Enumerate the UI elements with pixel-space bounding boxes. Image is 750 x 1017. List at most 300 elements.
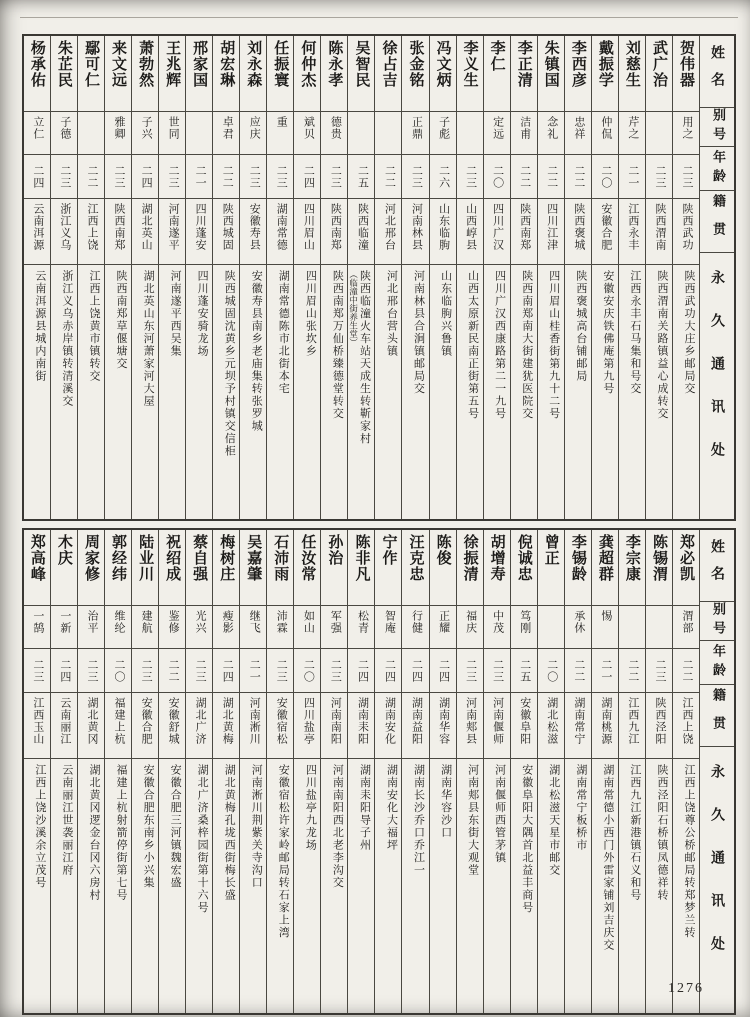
person-courtesy-name: 一新 (51, 606, 77, 649)
person-name: 徐振清 (457, 530, 483, 606)
person-age: 二一 (619, 155, 645, 199)
person-native-place: 陕西南郑 (511, 199, 537, 265)
person-column (645, 530, 672, 1013)
person-native-place: 陕西临潼 (348, 199, 374, 265)
person-age: 二五 (348, 155, 374, 199)
person-column (212, 530, 239, 1013)
person-name: 邢家国 (186, 36, 212, 112)
person-name: 贺伟器 (673, 36, 699, 112)
person-column (266, 36, 293, 519)
person-courtesy-name: 应庆 (240, 112, 266, 155)
person-column (347, 36, 374, 519)
person-courtesy-name: 军强 (321, 606, 347, 649)
person-address (132, 759, 158, 1013)
person-courtesy-name: 中茂 (484, 606, 510, 649)
person-address (348, 759, 374, 1013)
person-name: 任汝常 (294, 530, 320, 606)
person-name: 萧勃然 (132, 36, 158, 112)
person-column (456, 36, 483, 519)
person-address (619, 265, 645, 519)
page-number: 1276 (668, 981, 704, 996)
person-name: 汪克忠 (402, 530, 428, 606)
person-column (77, 530, 104, 1013)
person-age: 二三 (240, 155, 266, 199)
person-address-text: 湖南常德陈市北街本宅 (277, 270, 290, 395)
person-address-text: 湖南安化大福坪 (385, 764, 398, 852)
person-column (266, 530, 293, 1013)
person-courtesy-name (646, 606, 672, 649)
person-native-place: 陕西泾阳 (646, 693, 672, 759)
person-age: 二三 (51, 155, 77, 199)
person-native-place: 陕西褒城 (565, 199, 591, 265)
person-name: 吴嘉肇 (240, 530, 266, 606)
person-native-place: 安徽合肥 (132, 693, 158, 759)
person-age: 二四 (24, 155, 50, 199)
person-native-place: 四川眉山 (294, 199, 320, 265)
person-column (374, 530, 401, 1013)
person-age: 二四 (430, 649, 456, 693)
bottom-table (22, 528, 736, 1015)
person-column (104, 530, 131, 1013)
person-courtesy-name: 用之 (673, 112, 699, 155)
person-age: 二〇 (105, 649, 131, 693)
person-native-place: 湖南耒阳 (348, 693, 374, 759)
person-column (510, 36, 537, 519)
person-address (105, 759, 131, 1013)
person-name: 冯文炳 (430, 36, 456, 112)
person-courtesy-name: 行健 (402, 606, 428, 649)
person-address (186, 265, 212, 519)
person-address (213, 265, 239, 519)
person-courtesy-name: 笃刚 (511, 606, 537, 649)
person-column (645, 36, 672, 519)
person-age: 二三 (673, 155, 699, 199)
person-address-text: 湖南华容沙口 (439, 764, 452, 839)
person-address (592, 265, 618, 519)
person-address-text: 云南洱源县城内南街 (33, 270, 46, 383)
person-native-place: 山东临朐 (430, 199, 456, 265)
person-age: 二二 (78, 155, 104, 199)
person-name: 龚超群 (592, 530, 618, 606)
person-column (429, 530, 456, 1013)
top-table (22, 34, 736, 521)
person-age: 二〇 (538, 649, 564, 693)
person-name: 徐占吉 (375, 36, 401, 112)
person-column (537, 530, 564, 1013)
person-name: 李宗康 (619, 530, 645, 606)
person-native-place: 河南偃师 (484, 693, 510, 759)
header-address-label: 永久通讯处 (710, 270, 726, 485)
person-address (132, 265, 158, 519)
person-address-text: 河南淅川荆紫关寺沟口 (250, 764, 263, 889)
person-name: 蔡自强 (186, 530, 212, 606)
person-courtesy-name: 鉴修 (159, 606, 185, 649)
person-column (212, 36, 239, 519)
person-address (51, 265, 77, 519)
person-address-text: 湖南耒阳导子州 (358, 764, 371, 852)
person-column (185, 36, 212, 519)
person-courtesy-name: 智庵 (375, 606, 401, 649)
person-name: 李西彦 (565, 36, 591, 112)
person-name: 刘永森 (240, 36, 266, 112)
person-courtesy-name: 渭部 (673, 606, 699, 649)
person-column (401, 530, 428, 1013)
person-address-text: 陕西南郑草偃塘交 (115, 270, 128, 370)
person-courtesy-name: 正鼎 (402, 112, 428, 155)
person-column (618, 36, 645, 519)
person-courtesy-name: 继飞 (240, 606, 266, 649)
person-address-text: 河南郏县东街大观堂 (466, 764, 479, 877)
person-address-text: 四川眉山张坎乡 (304, 270, 317, 358)
person-courtesy-name: 定远 (484, 112, 510, 155)
person-address-text: 湖北广济桑梓园街第十六号 (196, 764, 209, 914)
person-native-place: 安徽舒城 (159, 693, 185, 759)
person-address (348, 265, 374, 519)
person-address (511, 265, 537, 519)
person-courtesy-name: 立仁 (24, 112, 50, 155)
person-name: 李锡龄 (565, 530, 591, 606)
person-address (646, 265, 672, 519)
person-address-note: （临潼中街养生堂） (348, 270, 359, 347)
person-age: 二三 (646, 649, 672, 693)
person-name: 曾正 (538, 530, 564, 606)
person-name: 李仁 (484, 36, 510, 112)
person-address (240, 759, 266, 1013)
person-column (347, 530, 374, 1013)
person-age: 二二 (511, 155, 537, 199)
person-address (457, 265, 483, 519)
person-name: 郑必凯 (673, 530, 699, 606)
person-address-text: 湖南常德小西门外雷家铺刘吉庆交 (601, 764, 614, 952)
person-address (430, 759, 456, 1013)
person-name: 陈锡渭 (646, 530, 672, 606)
person-native-place: 陕西南郑 (105, 199, 131, 265)
person-age: 二三 (484, 649, 510, 693)
person-address-text: 湖南长沙乔口乔江一 (412, 764, 425, 877)
person-age: 二三 (105, 155, 131, 199)
person-column (401, 36, 428, 519)
person-native-place: 湖北黄梅 (213, 693, 239, 759)
person-courtesy-name: 雅卿 (105, 112, 131, 155)
person-address (321, 265, 347, 519)
person-name: 朱芷民 (51, 36, 77, 112)
person-column (564, 36, 591, 519)
person-address-text: 安徽安庆铁佛庵第九号 (601, 270, 614, 395)
person-address-text: 河南偃师西管茅镇 (493, 764, 506, 864)
person-name: 武广治 (646, 36, 672, 112)
person-courtesy-name (538, 606, 564, 649)
person-name: 倪诚忠 (511, 530, 537, 606)
person-column (293, 530, 320, 1013)
person-address-text: 陕西褒城高台铺邮局 (574, 270, 587, 383)
person-native-place: 四川广汉 (484, 199, 510, 265)
person-name: 戴振学 (592, 36, 618, 112)
person-address-text: 安徽合肥东南乡小兴集 (142, 764, 155, 889)
person-native-place: 安徽合肥 (592, 199, 618, 265)
person-column (77, 36, 104, 519)
person-native-place: 河南遂平 (159, 199, 185, 265)
person-address-text: 陕西南郑南大街建犹医院交 (520, 270, 533, 420)
header-alias-label: 别号 (700, 108, 734, 147)
person-address-text: 江西上饶尊公桥邮局转郑梦兰转 (683, 764, 695, 939)
person-column (510, 530, 537, 1013)
person-native-place: 湖北广济 (186, 693, 212, 759)
person-column (239, 36, 266, 519)
person-address (565, 265, 591, 519)
person-address (511, 759, 537, 1013)
person-age: 二三 (402, 155, 428, 199)
person-courtesy-name: 正耀 (430, 606, 456, 649)
person-column (591, 36, 618, 519)
person-name: 孙治 (321, 530, 347, 606)
person-age: 二三 (321, 649, 347, 693)
person-name: 何仲杰 (294, 36, 320, 112)
person-age: 二四 (213, 649, 239, 693)
person-address-text: 四川盐亭九龙场 (304, 764, 317, 852)
person-age: 二三 (78, 649, 104, 693)
person-address (294, 759, 320, 1013)
person-age: 二三 (132, 649, 158, 693)
person-age: 二三 (457, 155, 483, 199)
person-address (294, 265, 320, 519)
person-courtesy-name: 光兴 (186, 606, 212, 649)
person-address-text: 福建上杭射箭停街第七号 (115, 764, 128, 902)
person-address (321, 759, 347, 1013)
person-address (592, 759, 618, 1013)
person-address-text: 陕西渭南关路镇益心成转交 (655, 270, 668, 420)
person-column (293, 36, 320, 519)
page-top-rule (20, 17, 738, 18)
person-column (185, 530, 212, 1013)
person-courtesy-name: 维纶 (105, 606, 131, 649)
person-age: 二二 (538, 155, 564, 199)
person-native-place: 江西永丰 (619, 199, 645, 265)
person-native-place: 湖南常德 (267, 199, 293, 265)
header-age-label: 年龄 (700, 641, 734, 685)
person-age: 二二 (565, 649, 591, 693)
person-courtesy-name: 子德 (51, 112, 77, 155)
person-column (483, 530, 510, 1013)
person-name: 杨承佑 (24, 36, 50, 112)
person-native-place: 湖南安化 (375, 693, 401, 759)
person-age: 二三 (646, 155, 672, 199)
person-column (537, 36, 564, 519)
person-address (673, 759, 699, 1013)
person-name: 郑高峰 (24, 530, 50, 606)
person-native-place: 湖南益阳 (402, 693, 428, 759)
person-name: 周家修 (78, 530, 104, 606)
person-age: 二三 (159, 155, 185, 199)
person-native-place: 山西崞县 (457, 199, 483, 265)
person-age: 二二 (213, 155, 239, 199)
person-age: 二四 (402, 649, 428, 693)
person-courtesy-name: 子彪 (430, 112, 456, 155)
person-column (374, 36, 401, 519)
person-address (267, 759, 293, 1013)
person-courtesy-name: 瘦影 (213, 606, 239, 649)
person-address (240, 265, 266, 519)
person-address-text: 四川广汉西康路第二一九号 (493, 270, 506, 420)
person-age: 二四 (375, 649, 401, 693)
person-name: 郭经纬 (105, 530, 131, 606)
person-name: 梅树庄 (213, 530, 239, 606)
person-name: 鄢可仁 (78, 36, 104, 112)
person-courtesy-name: 斌贝 (294, 112, 320, 155)
person-address-text: 山西太原新民南正街第五号 (466, 270, 479, 420)
person-address-text: 河南遂平西吴集 (169, 270, 182, 358)
header-native-label: 籍贯 (700, 191, 734, 253)
person-native-place: 云南丽江 (51, 693, 77, 759)
person-age: 二四 (51, 649, 77, 693)
person-column (618, 530, 645, 1013)
person-address-text: 云南丽江世袭丽江府 (60, 764, 73, 877)
person-name: 木庆 (51, 530, 77, 606)
person-native-place: 四川盐亭 (294, 693, 320, 759)
person-address-text: 陕西南郑万仙桥臻德堂转交 (331, 270, 344, 420)
person-courtesy-name: 忠祥 (565, 112, 591, 155)
person-name: 朱镇国 (538, 36, 564, 112)
person-column (104, 36, 131, 519)
person-address-text: 河南南阳西北老李沟交 (331, 764, 344, 889)
person-column (24, 530, 50, 1013)
person-name: 陆业川 (132, 530, 158, 606)
person-address (430, 265, 456, 519)
person-column (50, 530, 77, 1013)
person-name: 胡宏琳 (213, 36, 239, 112)
person-native-place: 福建上杭 (105, 693, 131, 759)
person-age: 二二 (159, 649, 185, 693)
person-column (24, 36, 50, 519)
person-name: 张金铭 (402, 36, 428, 112)
person-native-place: 四川江津 (538, 199, 564, 265)
person-courtesy-name: 承休 (565, 606, 591, 649)
person-native-place: 河南淅川 (240, 693, 266, 759)
person-name: 刘慈生 (619, 36, 645, 112)
header-column (699, 36, 734, 519)
person-native-place: 河北邢台 (375, 199, 401, 265)
person-address-text: 江西上饶黄市镇转交 (87, 270, 100, 383)
person-address (538, 759, 564, 1013)
person-address (375, 265, 401, 519)
person-address-text: 湖北英山东河萧家河大屋 (142, 270, 155, 408)
person-age: 二三 (321, 155, 347, 199)
person-address-text: 陕西临潼火车站天成生转靳家村 (358, 270, 371, 445)
person-native-place: 湖南常宁 (565, 693, 591, 759)
person-native-place: 河南林县 (402, 199, 428, 265)
person-column (320, 36, 347, 519)
person-column (483, 36, 510, 519)
person-column (320, 530, 347, 1013)
person-age: 二四 (348, 649, 374, 693)
person-address (267, 265, 293, 519)
person-address (673, 265, 699, 519)
person-courtesy-name: 松青 (348, 606, 374, 649)
person-name: 胡增寿 (484, 530, 510, 606)
person-age: 二四 (132, 155, 158, 199)
person-address-text: 湖南常宁板桥市 (574, 764, 587, 852)
person-courtesy-name: 重 (267, 112, 293, 155)
person-address-text: 河南林县合涧镇邮局交 (412, 270, 425, 395)
person-column (239, 530, 266, 1013)
person-courtesy-name: 建航 (132, 606, 158, 649)
person-address (375, 759, 401, 1013)
person-address (186, 759, 212, 1013)
header-native-label: 籍贯 (700, 685, 734, 747)
person-native-place: 河南郏县 (457, 693, 483, 759)
person-courtesy-name: 子兴 (132, 112, 158, 155)
person-age: 二〇 (484, 155, 510, 199)
person-native-place: 陕西南郑 (321, 199, 347, 265)
person-courtesy-name: 仲侃 (592, 112, 618, 155)
person-native-place: 云南洱源 (24, 199, 50, 265)
person-courtesy-name: 芹之 (619, 112, 645, 155)
person-age: 二二 (619, 649, 645, 693)
person-name: 来文远 (105, 36, 131, 112)
person-address-text: 四川蓬安骑龙场 (196, 270, 209, 358)
header-name-label: 姓名 (700, 36, 734, 108)
person-native-place: 湖南桃源 (592, 693, 618, 759)
header-alias-label: 别号 (700, 602, 734, 641)
person-address (646, 759, 672, 1013)
person-address-text: 陕西城固沈黄乡元坝予村镇交信柜 (223, 270, 236, 458)
person-address-text: 四川眉山桂香街第九十二号 (547, 270, 560, 420)
person-address-text: 湖北黄冈逻金台冈六房村 (87, 764, 100, 902)
person-courtesy-name: 惕 (592, 606, 618, 649)
person-address (402, 265, 428, 519)
person-column (564, 530, 591, 1013)
person-address (402, 759, 428, 1013)
person-name: 李正清 (511, 36, 537, 112)
person-native-place: 四川蓬安 (186, 199, 212, 265)
person-age: 二三 (267, 155, 293, 199)
person-column (429, 36, 456, 519)
header-column (699, 530, 734, 1013)
person-column (672, 530, 699, 1013)
person-age: 二三 (267, 649, 293, 693)
person-courtesy-name: 洁甫 (511, 112, 537, 155)
person-courtesy-name: 德贵 (321, 112, 347, 155)
person-address-text: 江西永丰石马集和号交 (628, 270, 641, 395)
person-native-place: 湖北松滋 (538, 693, 564, 759)
person-address-text: 江西九江新港镇石义和号 (628, 764, 641, 902)
person-courtesy-name: 念礼 (538, 112, 564, 155)
person-courtesy-name: 卓君 (213, 112, 239, 155)
person-age: 二三 (186, 649, 212, 693)
person-name: 陈非凡 (348, 530, 374, 606)
person-age: 二一 (186, 155, 212, 199)
person-name: 祝绍成 (159, 530, 185, 606)
person-native-place: 湖南华容 (430, 693, 456, 759)
person-courtesy-name (457, 112, 483, 155)
person-age: 二三 (457, 649, 483, 693)
person-courtesy-name (186, 112, 212, 155)
person-address-text: 安徽寿县南乡老庙集转张罗城 (250, 270, 263, 433)
person-address (51, 759, 77, 1013)
person-age: 二六 (430, 155, 456, 199)
person-address-text: 浙江义乌赤岸镇转清溪交 (60, 270, 73, 408)
person-column (158, 530, 185, 1013)
person-address-text: 安徽合肥三河镇魏宏盛 (169, 764, 182, 889)
person-age: 二三 (24, 649, 50, 693)
person-address (565, 759, 591, 1013)
directory-content (22, 34, 736, 1015)
person-native-place: 江西上饶 (78, 199, 104, 265)
person-address-text: 山东临朐兴鲁镇 (439, 270, 452, 358)
person-name: 王兆辉 (159, 36, 185, 112)
person-native-place: 安徽宿松 (267, 693, 293, 759)
person-age: 二〇 (294, 649, 320, 693)
person-column (131, 36, 158, 519)
